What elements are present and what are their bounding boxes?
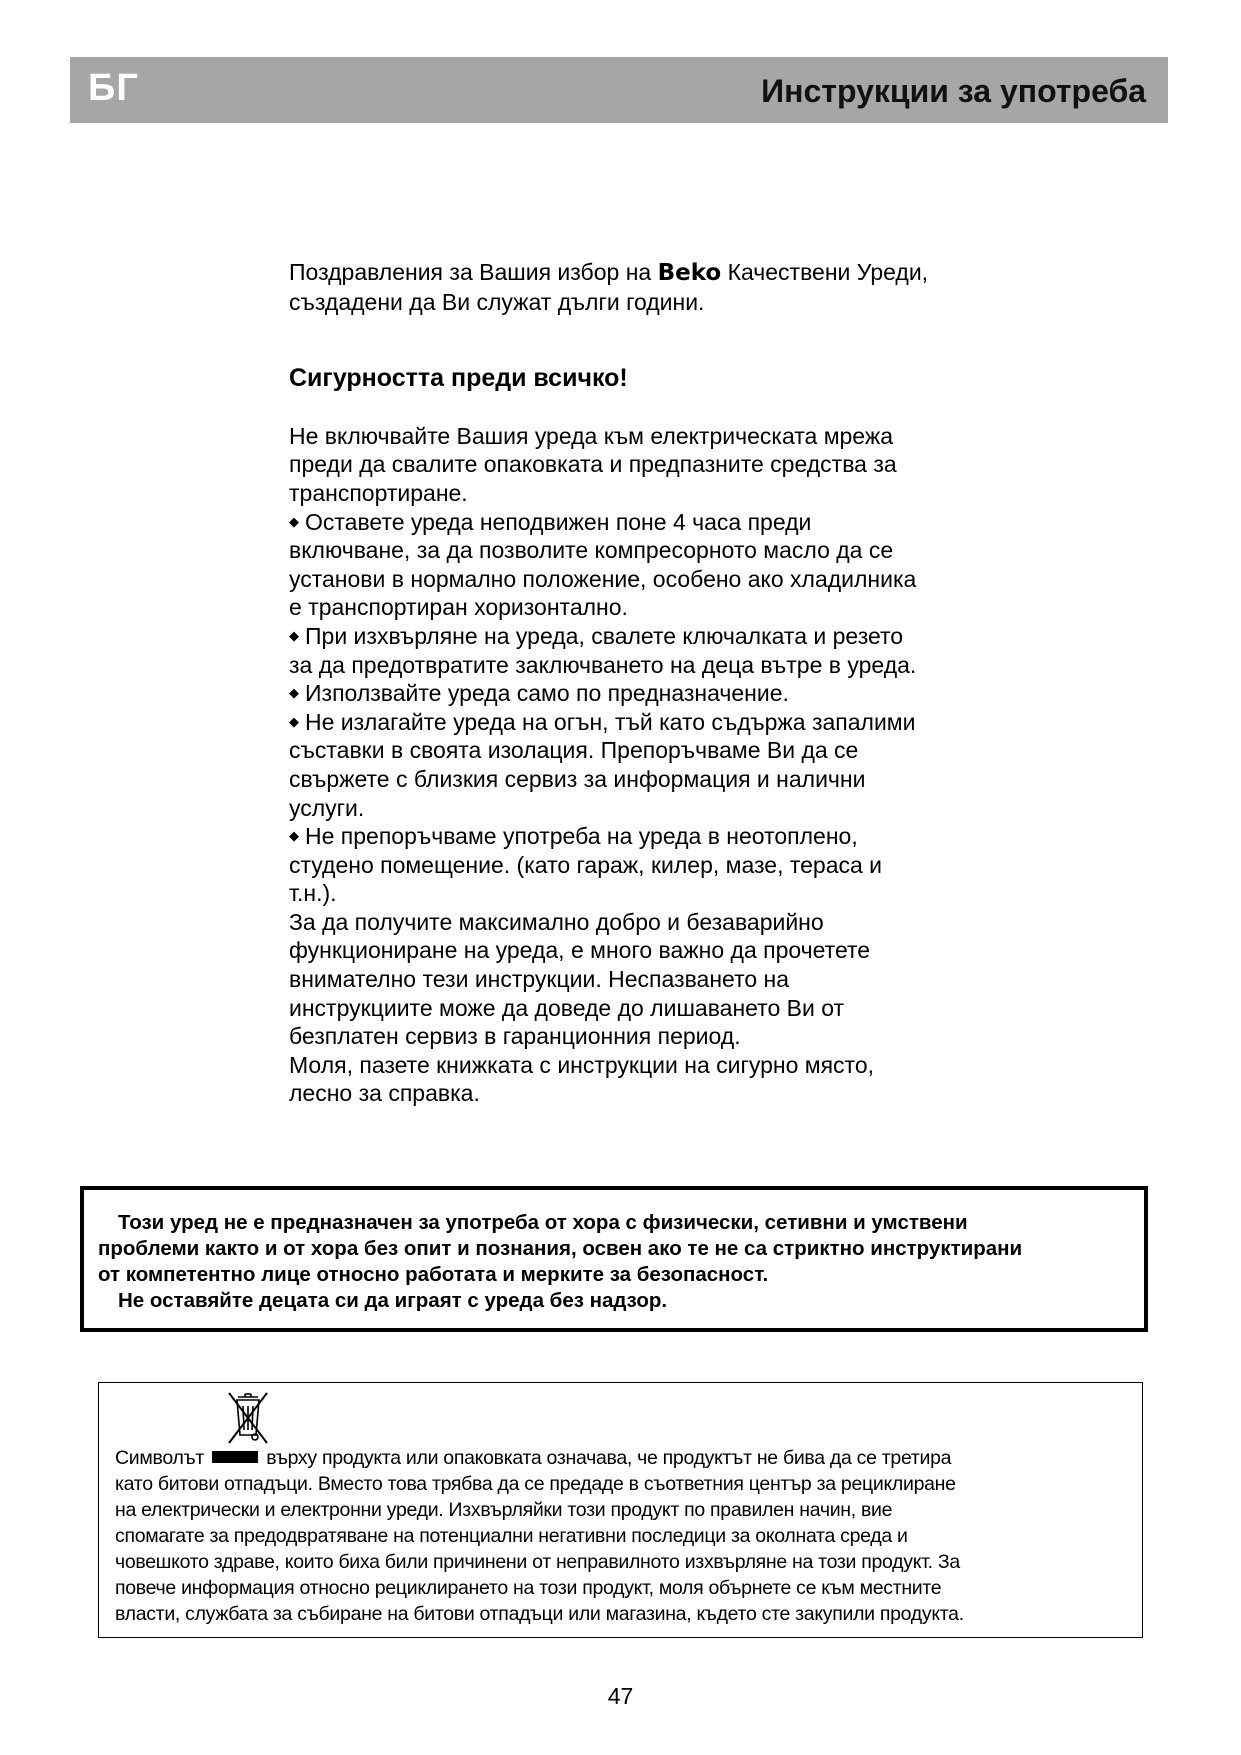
crossed-out-wheelie-bin-icon bbox=[224, 1391, 272, 1447]
warning-notice-box bbox=[80, 1186, 1148, 1332]
bullet-item: ◆ Използвайте уреда само по предназначение. bbox=[289, 679, 1049, 708]
bullet-continuation: услуги. bbox=[289, 794, 365, 821]
main-content bbox=[289, 258, 1049, 1108]
bullet-continuation: е транспортиран хоризонтално. bbox=[289, 594, 628, 621]
weee-line: като битови отпадъци. Вместо това трябва да се предаде в съответния център за рециклиране bbox=[115, 1473, 956, 1495]
brand-name: Beko bbox=[657, 260, 722, 286]
closing-line: функциониране на уреда, е много важно да прочетете bbox=[289, 937, 871, 964]
bullet-continuation: т.н.). bbox=[289, 880, 337, 907]
bullet-item: ◆ Оставете уреда неподвижен поне 4 часа преди bbox=[289, 508, 1049, 537]
weee-line: човешкото здраве, които биха били причинени от неправилното изхвърляне на този продукт. За bbox=[115, 1551, 960, 1573]
bullet-continuation: за да предотвратите заключването на деца вътре в уреда. bbox=[289, 651, 917, 678]
weee-text bbox=[115, 1445, 1130, 1627]
bullet-item: ◆ Не препоръчваме употреба на уреда в неотоплено, bbox=[289, 822, 1049, 851]
bullet-continuation: свържете с близкия сервиз за информация и налични bbox=[289, 765, 866, 792]
safety-section bbox=[289, 422, 1049, 1108]
closing-line: Моля, пазете книжката с инструкции на сигурно място, bbox=[289, 1051, 875, 1078]
weee-line: на електрически и електронни уреди. Изхвърляйки този продукт по правилен начин, вие bbox=[115, 1499, 893, 1521]
bullet-item: ◆ Не излагайте уреда на огън, тъй като съдържа запалими bbox=[289, 708, 1049, 737]
paragraph-line: преди да свалите опаковката и предпазните средства за bbox=[289, 451, 897, 478]
bullet-continuation: установи в нормално положение, особено ако хладилника bbox=[289, 565, 917, 592]
weee-line: спомагате за предодвратяване на потенциални негативни последици за околната среда и bbox=[115, 1525, 908, 1547]
intro bbox=[289, 258, 1049, 316]
notice-last-line: Не оставяйте децата си да играят с уреда без надзор. bbox=[118, 1289, 668, 1312]
notice-line: проблеми както и от хора без опит и познания, освен ако те не са стриктно инструктирани bbox=[98, 1237, 1023, 1260]
closing-line: безплатен сервиз в гаранционния период. bbox=[289, 1023, 741, 1050]
weee-line: повече информация относно рециклирането на този продукт, моля обърнете се към местните bbox=[115, 1577, 942, 1599]
intro-line-1: Поздравления за Вашия избор на Beko Качествени Уреди, bbox=[289, 259, 929, 286]
weee-line: власти, службата за събиране на битови отпадъци или магазина, където сте закупили продукта. bbox=[115, 1603, 964, 1625]
bullet-continuation: включване, за да позволите компресорното масло да се bbox=[289, 537, 894, 564]
language-code: БГ bbox=[88, 67, 139, 109]
section-heading: Сигурността преди всичко! bbox=[289, 364, 628, 393]
notice-line: Този уред не е предназначен за употреба от хора с физически, сетивни и умствени bbox=[118, 1211, 968, 1234]
closing-line: внимателно тези инструкции. Неспазването на bbox=[289, 966, 790, 993]
page-number: 47 bbox=[607, 1683, 634, 1709]
bullet-item: ◆ При изхвърляне на уреда, свалете ключалката и резето bbox=[289, 622, 1049, 651]
intro-line-2: създадени да Ви служат дълги години. bbox=[289, 288, 705, 315]
closing-line: инструкциите може да доведе до лишаването Ви от bbox=[289, 994, 845, 1021]
page-title: Инструкции за употреба bbox=[761, 73, 1146, 109]
black-bar-symbol bbox=[212, 1451, 258, 1463]
weee-line: Символът върху продукта или опаковката означава, че продуктът не бива да се третира bbox=[115, 1447, 952, 1469]
paragraph-line: транспортиране. bbox=[289, 479, 468, 506]
bullet-continuation: студено помещение. (като гараж, килер, мазе, тераса и bbox=[289, 851, 883, 878]
notice-line: от компетентно лице относно работата и мерките за безопасност. bbox=[98, 1263, 769, 1286]
paragraph-line: Не включвайте Вашия уреда към електрическата мрежа bbox=[289, 422, 894, 449]
closing-line: лесно за справка. bbox=[289, 1080, 480, 1107]
closing-line: За да получите максимално добро и безаварийно bbox=[289, 908, 824, 935]
weee-disposal-box bbox=[98, 1382, 1143, 1638]
bullet-continuation: съставки в своята изолация. Препоръчваме Ви да се bbox=[289, 737, 859, 764]
header-bar bbox=[70, 57, 1168, 123]
